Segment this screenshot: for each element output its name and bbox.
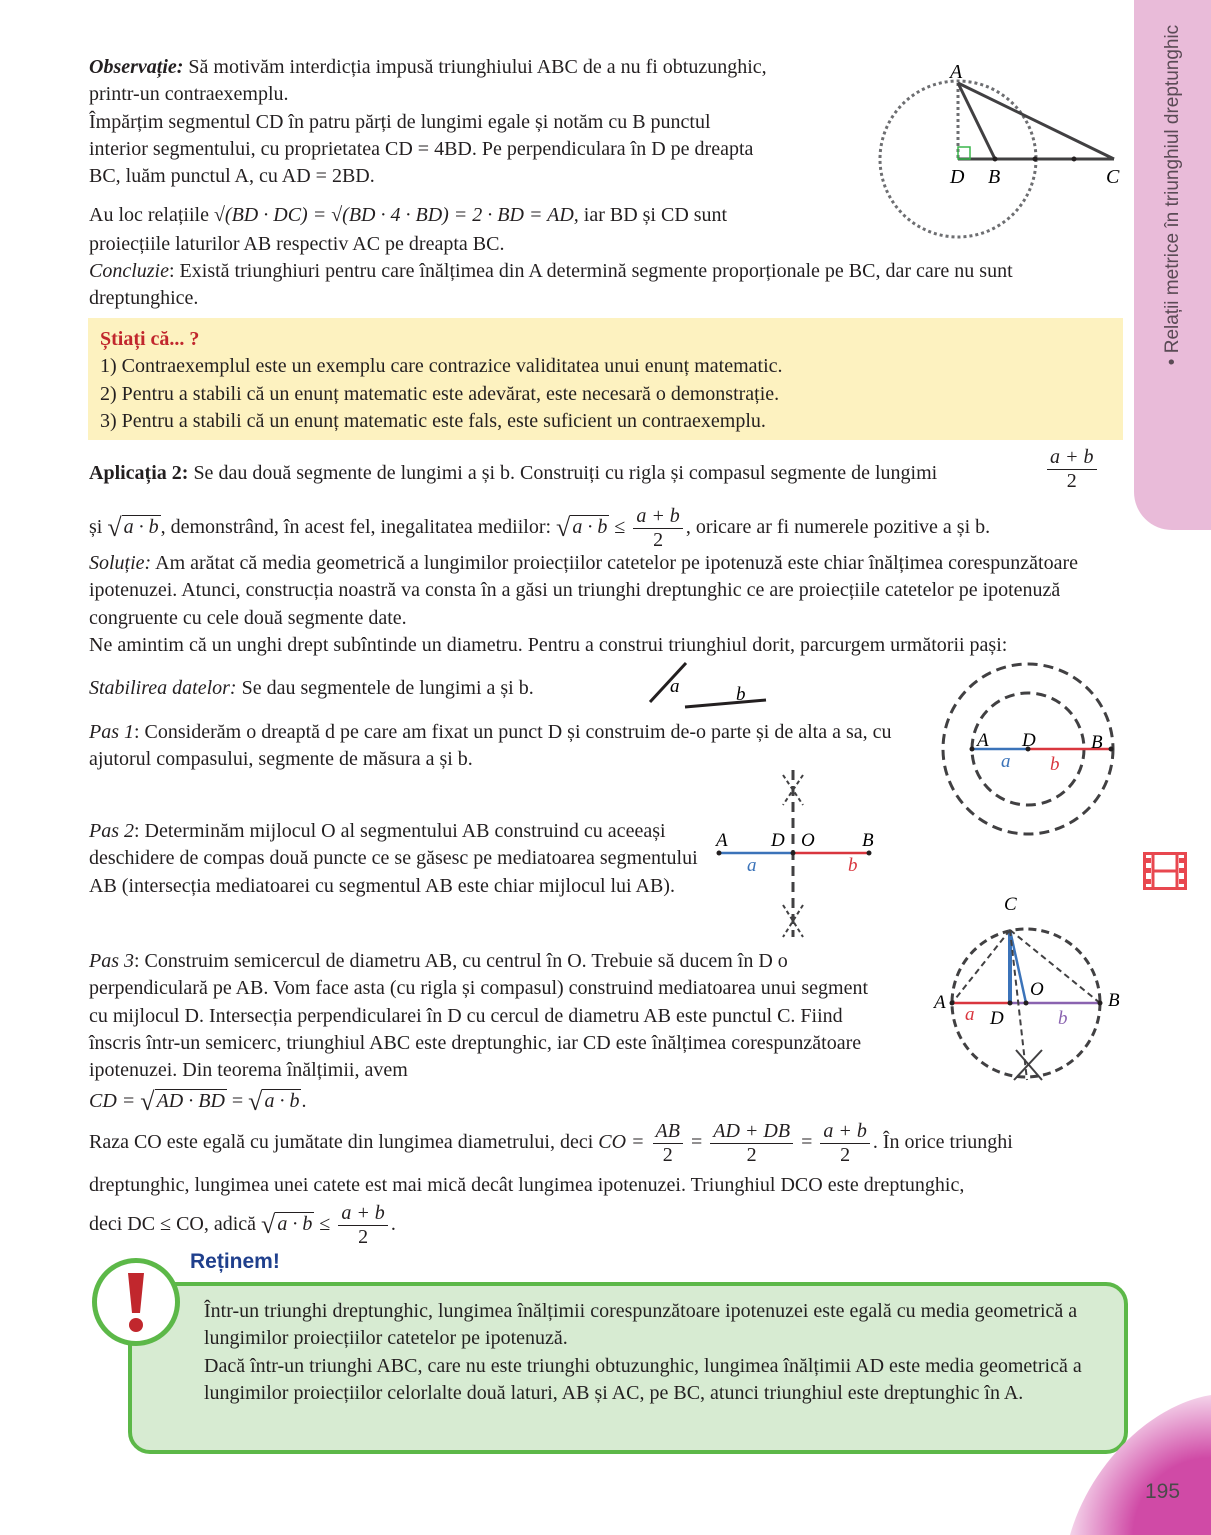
svg-text:a: a <box>1001 751 1011 772</box>
figure-triangle-circle <box>868 55 1133 300</box>
side-AC <box>958 83 1114 159</box>
aplicatia-line2: și √ a · b , demonstrând, în acest fel, inegalitatea mediilor: √ a · b ≤ $\frac{a + b}{2}$ , oricare ar fi numerele pozitive a și b. <box>89 505 991 551</box>
observatie-label: Observație: <box>89 56 184 78</box>
stiati-title: Știați că... ? <box>100 328 200 350</box>
pas2: Pas 2: Determinăm mijlocul O al segmentului AB construind cu aceeași deschidere de compas două puncte ce se găsesc pe mediatoarea segmentului AB (intersecția mediatoarei cu segmentul AB este chiar mijlocul lui AB). <box>89 820 698 897</box>
svg-text:B: B <box>862 830 874 851</box>
pas1: Pas 1: Considerăm o dreaptă d pe care am fixat un punct D și construim de-o parte și de alta a sa, cu ajutorul compasului, segmente de măsura a și b. <box>89 721 892 771</box>
label-C: C <box>1106 166 1120 188</box>
svg-text:A: A <box>716 830 728 851</box>
proiectii-line: proiecțiile laturilor AB respectiv AC pe dreapta BC. <box>89 233 505 255</box>
segment-a <box>650 663 686 702</box>
observatie-block: Observație: Să motivăm interdicția impusă triunghiului ABC de a nu fi obtuzunghic, printr-un contraexemplu. Împărțim segmentul CD în patru părți de lungimi egale și notăm cu B punctul interior segmentului, cu proprietatea CD = 4BD. Pe perpendiculara în D pe dreapta BC, luăm punctul A, cu AD = 2BD. <box>89 56 767 188</box>
given-segments <box>640 655 780 715</box>
svg-text:B: B <box>1108 990 1120 1011</box>
retinem-p1: Într-un triunghi dreptunghic, lungimea înălțimii corespunzătoare ipotenuzei este egală cu media geometrică a lungimilor proiecțiilor catetelor pe ipotenuză. <box>204 1300 1078 1350</box>
right-angle-mark <box>958 147 970 159</box>
pas3-formula: CD = √ AD · BD = √ a · b . <box>89 1087 307 1116</box>
svg-text:D: D <box>990 1008 1004 1029</box>
film-icon[interactable] <box>1143 852 1187 890</box>
page-corner <box>1070 1395 1211 1535</box>
svg-text:O: O <box>801 830 815 851</box>
label-D: D <box>950 166 965 188</box>
stiati-item: 3) Pentru a stabili că un enunț matematic este fals, este suficient un contraexemplu. <box>100 409 766 432</box>
figure-pas3-semicircle <box>930 890 1125 1090</box>
svg-text:A: A <box>934 992 946 1013</box>
stiati-item: 1) Contraexemplul este un exemplu care contrazice validitatea unui enunț matematic. <box>100 355 783 378</box>
svg-text:C: C <box>1004 894 1017 915</box>
svg-text:a: a <box>747 855 757 876</box>
figure-pas1-circles <box>935 662 1125 842</box>
exclamation-icon <box>92 1258 180 1346</box>
svg-text:a: a <box>965 1004 975 1025</box>
raza-line2: dreptunghic, lungimea unei catete est mai mică decât lungimea ipotenuzei. Triunghiul DCO este dreptunghic, <box>89 1174 965 1196</box>
raza-line1: Raza CO este egală cu jumătate din lungimea diametrului, deci CO = $\frac{AB}{2}$ = $\frac{AD + DB}{2}$ = $\frac{a + b}{2}$ . În orice triunghi <box>89 1120 1013 1166</box>
segment-b <box>685 700 766 707</box>
chapter-title: • Relații metrice în triunghiul dreptunghic <box>1161 24 1183 366</box>
svg-text:b: b <box>736 684 746 705</box>
stiati-item: 2) Pentru a stabili că un enunț matematic este adevărat, este necesară o demonstrație. <box>100 382 780 405</box>
aplicatia-line1: Aplicația 2: Se dau două segmente de lungimi a și b. Construiți cu rigla și compasul segmente de lungimi <box>89 462 938 484</box>
stiati-box <box>88 318 1123 440</box>
solutie-block: Soluție: Am arătat că media geometrică a lungimilor proiecțiilor catetelor pe ipotenuză este chiar înălțimea corespunzătoare ipotenuzei. Atunci, construcția noastră va consta în a găsi un triunghi dreptunghic ce are proiecțiile catetelor pe ipotenuză congruente cu cele două segmente date. Ne amintim că un unghi drept subîntinde un diametru. Pentru a construi triunghiul dorit, parcurgem următorii pași: <box>89 552 1079 656</box>
svg-text:D: D <box>1022 730 1036 751</box>
relatii-line: Au loc relațiile √(BD · DC) = √(BD · 4 · BD) = 2 · BD = AD, iar BD și CD sunt <box>89 204 728 226</box>
svg-text:A: A <box>977 730 989 751</box>
raza-line3: deci DC ≤ CO, adică √ a · b ≤ $\frac{a + b}{2}$ . <box>89 1202 396 1248</box>
stabilirea: Stabilirea datelor: Se dau segmentele de lungimi a și b. <box>89 677 534 699</box>
retinem-title: Reținem! <box>190 1250 280 1273</box>
pas3: Pas 3: Construim semicercul de diametru AB, cu centrul în O. Trebuie să ducem în D o perpendiculară pe AB. Vom face asta (cu rigla și compasul) construind mediatoarea unui segment cu mijlocul D. Intersecția perpendicularei în D cu cercul de diametru AB este punctul C. Fiind înscris într-un semicerc, triunghiul ABC este dreptunghic, iar CD este înălțimea corespunzătoare ipotenuzei. Din teorema înălțimii, avem <box>89 950 869 1082</box>
page-number: 195 <box>1145 1480 1181 1503</box>
svg-text:b: b <box>1050 754 1060 775</box>
svg-text:b: b <box>1058 1008 1068 1029</box>
concluzie: Concluzie: Există triunghiuri pentru care înălțimea din A determină segmente proporționale pe BC, dar care nu sunt dreptunghice. <box>89 260 1013 310</box>
figure-pas2-bisector <box>705 765 890 945</box>
svg-text:O: O <box>1030 979 1044 1000</box>
label-B: B <box>988 166 1001 188</box>
retinem-p2: Dacă într-un triunghi ABC, care nu este triunghi obtuzunghic, lungimea înălțimii AD este media geometrică a lungimilor proiecțiilor celorlalte două laturi, AB și AC, pe BC, atunci triunghiul este dreptunghic în A. <box>204 1354 1082 1404</box>
svg-text:b: b <box>848 855 858 876</box>
svg-text:D: D <box>771 830 785 851</box>
retinem-box <box>128 1282 1128 1454</box>
svg-text:a: a <box>670 676 680 697</box>
svg-text:B: B <box>1091 732 1103 753</box>
label-A: A <box>950 61 963 83</box>
fraction-a-plus-b: $\frac{a + b}{2}$ <box>1047 446 1097 493</box>
